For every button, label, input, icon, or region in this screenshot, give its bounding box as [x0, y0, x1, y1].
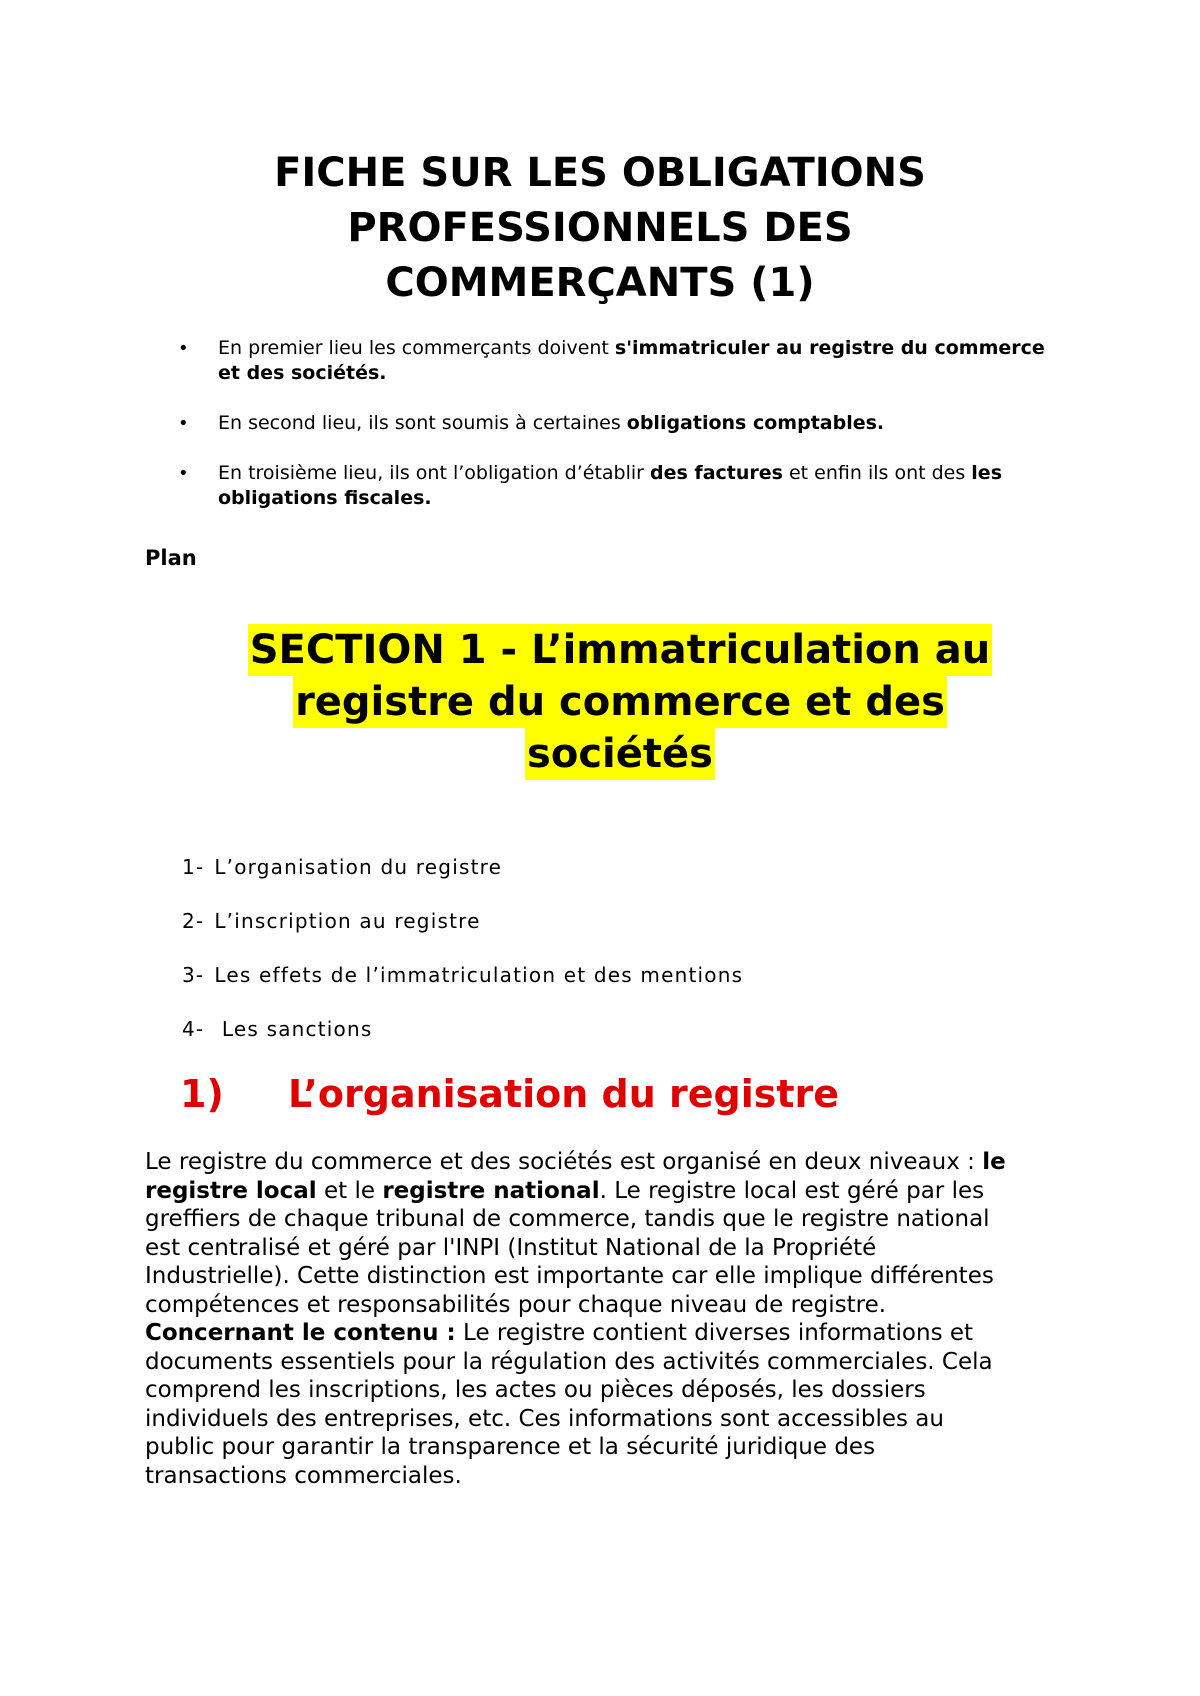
paragraph-bold: registre national — [382, 1177, 600, 1204]
document-title — [100, 146, 1100, 311]
paragraph-bold: registre local — [145, 1177, 317, 1204]
title-line-2: PROFESSIONNELS DES — [347, 205, 853, 251]
outline-label: L’inscription au registre — [214, 909, 481, 933]
list-item — [182, 963, 743, 1017]
paragraph-line: comprend les inscriptions, les actes ou pièces déposés, les dossiers — [145, 1377, 926, 1403]
list-item — [182, 1017, 743, 1071]
plan-label: Plan — [145, 546, 197, 570]
bullet-icon: • — [178, 413, 189, 434]
body-paragraph — [145, 1148, 1065, 1490]
list-item — [178, 411, 1058, 436]
bullet-icon: • — [178, 463, 189, 484]
title-line-1: FICHE SUR LES OBLIGATIONS — [274, 150, 926, 196]
paragraph-text: et le — [316, 1177, 383, 1204]
paragraph-line: greffiers de chaque tribunal de commerce, tandis que le registre national — [145, 1206, 990, 1232]
outline-label: L’organisation du registre — [214, 855, 503, 879]
bullet-1-text: En premier lieu les commerçants doivent — [218, 337, 615, 359]
outline-number: 2- — [182, 909, 205, 933]
list-item — [178, 336, 1058, 386]
bullet-3-middle: et enfin ils ont des — [782, 462, 972, 484]
outline-label: Les effets de l’immatriculation et des mentions — [214, 963, 744, 987]
outline-number: 1- — [182, 855, 205, 879]
paragraph-text: Le registre contient diverses informations et — [455, 1320, 974, 1346]
bullet-3-bold: des factures — [650, 462, 783, 484]
outline-number: 4- — [182, 1017, 205, 1041]
bullet-icon: • — [178, 338, 189, 359]
bullet-3-bold-2: les obligations fiscales. — [218, 462, 1003, 509]
section-title-line-2: registre du commerce et des — [293, 676, 947, 728]
paragraph-line: public pour garantir la transparence et la sécurité juridique des — [145, 1434, 876, 1460]
subsection-label: L’organisation du registre — [288, 1072, 840, 1116]
outline-label: Les sanctions — [214, 1017, 373, 1041]
subsection-number: 1) — [180, 1072, 224, 1116]
paragraph-line: Industrielle). Cette distinction est importante car elle implique différentes — [145, 1263, 994, 1289]
outline-number: 3- — [182, 963, 205, 987]
list-item — [178, 461, 1058, 511]
subsection-heading — [180, 1070, 839, 1118]
bullet-2-text: En second lieu, ils sont soumis à certaines — [218, 412, 627, 434]
plan-outline — [182, 855, 743, 1071]
paragraph-text: . Le registre local est géré par les — [599, 1177, 985, 1204]
paragraph-line: documents essentiels pour la régulation des activités commerciales. Cela — [145, 1348, 993, 1375]
section-title-line-1: SECTION 1 - L’immatriculation au — [248, 624, 993, 676]
bullet-1-bold: s'immatriculer au registre du commerce et des sociétés. — [218, 337, 1045, 384]
list-item — [182, 855, 743, 909]
bullet-3-text: En troisième lieu, ils ont l’obligation d’établir — [218, 462, 651, 484]
paragraph-line: est centralisé et géré par l'INPI (Institut National de la Propriété — [145, 1234, 877, 1261]
list-item — [182, 909, 743, 963]
paragraph-text: Le registre du commerce et des sociétés est organisé en deux niveaux : — [145, 1149, 983, 1175]
paragraph-line: individuels des entreprises, etc. Ces informations sont accessibles au — [145, 1405, 944, 1432]
title-line-3: COMMERÇANTS (1) — [385, 260, 815, 306]
paragraph-line: transactions commerciales. — [145, 1462, 462, 1489]
section-title — [100, 624, 1140, 780]
intro-bullet-list — [0, 336, 1200, 511]
paragraph-bold: le — [982, 1149, 1006, 1175]
paragraph-line: compétences et responsabilités pour chaque niveau de registre. — [145, 1291, 887, 1318]
section-title-line-3: sociétés — [525, 728, 715, 780]
bullet-2-bold: obligations comptables. — [626, 412, 885, 434]
paragraph-bold: Concernant le contenu : — [145, 1320, 456, 1346]
